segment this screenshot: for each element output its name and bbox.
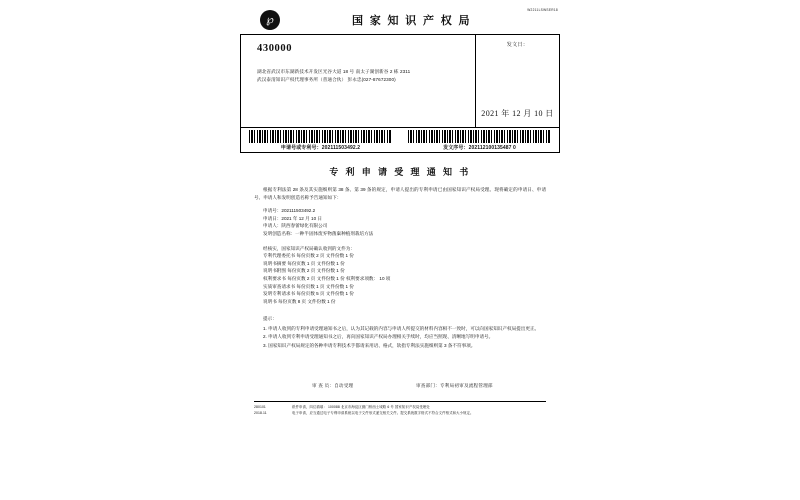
barcode-bars-icon (408, 130, 551, 143)
dispatch-date-value: 2021 年 12 月 10 日 (481, 109, 554, 118)
field-value: 一种半固体废弃物菌棄种植剂栽培方法 (295, 230, 374, 236)
dispatch-date-block (475, 35, 559, 127)
barcode-bars-icon (249, 130, 392, 143)
application-fields (254, 207, 546, 237)
notification-document (240, 4, 560, 420)
document-footer (254, 401, 546, 416)
field-key: 发明创造名称： (263, 230, 296, 236)
document-title: 专 利 申 请 受 理 通 知 书 (329, 167, 471, 177)
address-frame (240, 34, 560, 127)
addressee-block (241, 35, 475, 127)
dispatch-date-label: 发文日： (506, 42, 529, 48)
document-row: 专利代理委托书 每份页数 2 页 文件份数 1 份 (263, 253, 354, 259)
field-application-date (254, 215, 546, 223)
footer-line: 纸件申请，四位填填： 100088 北京市海淀区蓟门桥西土城路 6 号 国家知识产权局受理处 (292, 405, 430, 410)
cnipa-logo-icon: ℘ (260, 10, 280, 30)
header-reference-code: W2211LSWSER18 (527, 8, 558, 12)
footer-instructions (292, 404, 546, 416)
dispatch-number-barcode (400, 128, 559, 152)
field-value: 2021 年 12 月 10 日 (281, 215, 322, 221)
notes-section (254, 315, 546, 349)
application-number-label: 申请号或专利号：202111503492.2 (280, 145, 361, 151)
field-applicant (254, 222, 546, 230)
dispatch-number-label: 发文序号：202112100135487 0 (443, 145, 516, 151)
field-value: 202111503492.2 (281, 208, 316, 214)
document-row: 实质审查请求书 每份页数 1 页 文件份数 1 份 (263, 283, 354, 289)
notes-heading: 提示： (263, 316, 277, 322)
form-code: 280101 (254, 405, 266, 410)
examiner-label: 审 查 员：自动受理 (312, 383, 354, 389)
note-item: 3. 国家知识产权局规定的各种申请专利技术手都请来用语、格式，软指专利法实施细则第 3 条不符事项。 (263, 342, 476, 348)
issuing-office-title: 国 家 知 识 产 权 局 (352, 15, 472, 27)
signature-row (254, 383, 546, 389)
department-label: 审查部门：专利局初审及流程管理部 (416, 383, 493, 389)
form-code-block (254, 404, 288, 416)
document-row: 说明书附图 每份页数 2 页 文件份数 1 份 (263, 268, 345, 274)
application-number-barcode (241, 128, 400, 152)
address-line-1: 湖北省武汉市东湖新技术开发区光谷大道 18 号 南太子湖创新谷 2 栋 2311 (257, 69, 411, 74)
document-row: 发明专利请求书 每份页数 5 页 文件份数 1 份 (263, 291, 354, 297)
field-application-number (254, 207, 546, 215)
document-header (240, 4, 560, 34)
document-body (240, 153, 560, 420)
document-row: 权利要求书 每份页数 2 页 文件份数 1 份 权利要求项数： 10 项 (263, 275, 391, 281)
address-line-2: 武汉泰清知识产权代理事务所（普通合伙） 彭永忠(027-87672300) (257, 77, 396, 82)
field-key: 申请号： (263, 208, 282, 214)
barcode-strip (240, 127, 560, 153)
field-key: 申请人： (263, 223, 282, 229)
field-value: 陕西春蕾绿化有限公司 (281, 223, 328, 229)
field-invention-title (254, 230, 546, 238)
document-row: 说明书 每份页数 8 页 文件份数 1 份 (263, 298, 336, 304)
received-documents-heading: 经核实，国家知识产权局确认收到的文件为： (263, 245, 355, 251)
footer-line: 电子申请，应当通过电子专利申请系统以电子文件形式递交相关文件。提交系统数字格式不符合文件格式和大小规定。 (292, 411, 474, 416)
form-version: 2018.11 (254, 411, 267, 416)
received-documents-list (254, 245, 546, 306)
postal-code: 430000 (257, 43, 293, 54)
document-row: 说明书摘要 每份页数 1 页 文件份数 1 份 (263, 260, 345, 266)
note-item: 2. 申请人收到专利申请受理通知书之后，再向国家知识产权局办理相关手续时，均应当照现、清晰地写明申请号。 (263, 334, 494, 340)
note-item: 1. 申请人收到的专利申请受理通知书之后，认为其记载的内容与申请人所提交的材料内容相不一致时，可以向国家知识产权局提出更正。 (263, 325, 540, 331)
intro-paragraph: 根据专利法第 28 条及其实施细则第 38 条、第 39 条的规定，申请人提出的专利申请已由国家知识产权局受理。现将确定的申请日、申请号、申请人和发明创造名称予告通知如下： (254, 187, 546, 200)
field-key: 申请日： (263, 215, 282, 221)
